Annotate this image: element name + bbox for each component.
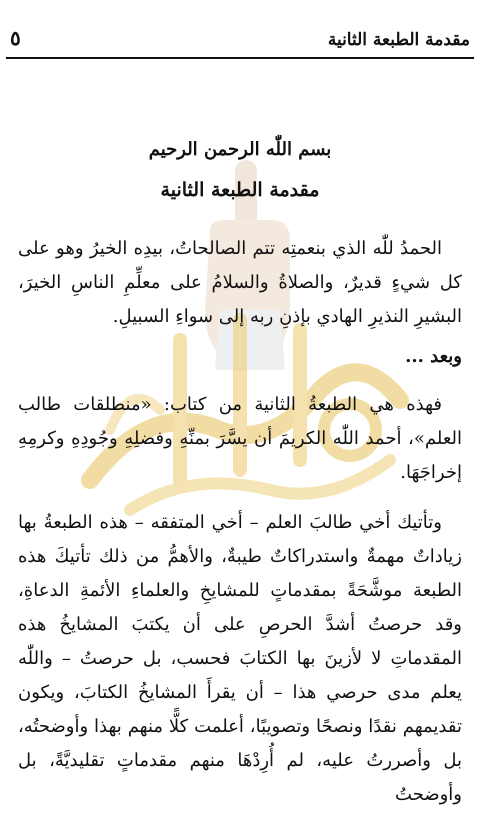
page-body bbox=[18, 130, 462, 812]
running-header bbox=[10, 22, 470, 50]
wa-baad: وبعد ... bbox=[405, 346, 462, 367]
section-title: مقدمة الطبعة الثانية bbox=[160, 179, 320, 201]
header-title: مقدمة الطبعة الثانية bbox=[327, 30, 470, 50]
basmala: بسم اللّٰه الرحمن الرحيم bbox=[148, 139, 332, 160]
paragraph-1: الحمدُ للّٰه الذي بنعمتِه تتم الصالحاتُ، بيدِه الخيرُ وهو على كل شيءٍ قديرٌ، والصلاةُ والسلامُ على معلِّمِ الناسِ الخيرَ، البشيرِ النذيرِ الهادي بإذنِ ربه إلى سواءِ السبيلِ. bbox=[18, 238, 462, 327]
paragraph-2: فهذه هي الطبعةُ الثانية من كتاب: «منطلقات طالب العلم»، أحمد اللّٰه الكريمَ أن يسَّرَ بمنِّهِ وفضلِهِ وجُودِهِ وكرمِهِ إخراجَهَا. bbox=[18, 394, 462, 483]
paragraph-3: وتأتيك أخي طالبَ العلم – أخي المتفقه – هذه الطبعةُ بها زياداتٌ مهمةٌ واستدراكاتٌ طيبةٌ، والأهمُّ من ذلك تأتيكَ هذه الطبعة موشَّحَةً بمقدماتٍ للمشايخِ والعلماءِ الأئمةِ الدعاةِ، وقد حرصتُ أشدَّ الحرصِ على أن يكتبَ المشايخُ هذه المقدماتِ لا لأزينَ بها الكتابَ فحسب، بل حرصتُ – واللّٰه يعلم مدى حرصي هذا – أن يقرأَ المشايخُ الكتابَ، ويكون تقديمهم نقدًا ونصحًا وتصويبًا، أعلمت كلًّا منهم بهذا وأوضحتُه، بل وأصررتُ عليه، لم أُرِدْهَا منهم مقدماتٍ تقليديَّةً، بل وأوضحتُ bbox=[18, 512, 462, 805]
header-rule bbox=[6, 57, 474, 59]
page-number: ٥ bbox=[10, 26, 21, 50]
